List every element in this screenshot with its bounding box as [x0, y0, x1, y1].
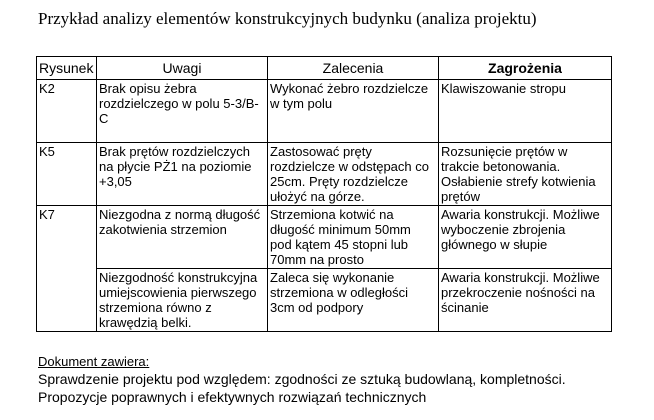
table-header-row [37, 57, 612, 80]
header-uwagi: Uwagi [97, 57, 268, 80]
summary-line: Propozycje poprawnych i efektywnych rozwiązań technicznych [38, 389, 427, 405]
cell-uwagi: Brak opisu żebra rozdzielczego w polu 5-3/B-C [97, 80, 268, 143]
header-zagrozenia: Zagrożenia [439, 57, 612, 80]
table-row [37, 80, 612, 143]
document-title: Przykład analizy elementów konstrukcyjnych budynku (analiza projektu) [38, 9, 537, 28]
header-rysunek: Rysunek [37, 57, 97, 80]
cell-uwagi: Niezgodna z normą długość zakotwienia strzemion [97, 206, 268, 269]
table-row [37, 206, 612, 269]
cell-zalecenia: Zastosować pręty rozdzielcze w odstępach co 25cm. Pręty rozdzielcze ułożyć na górze. [268, 143, 439, 206]
cell-zalecenia: Strzemiona kotwić na długość minimum 50mm pod kątem 45 stopni lub 70mm na prosto [268, 206, 439, 269]
cell-zalecenia: Wykonać żebro rozdzielcze w tym polu [268, 80, 439, 143]
summary-label: Dokument zawiera: [38, 354, 150, 369]
cell-zagrozenia: Awaria konstrukcji. Możliwe wyboczenie zbrojenia głównego w słupie [439, 206, 612, 269]
summary-line: Sprawdzenie projektu pod względem: zgodności ze sztuką budowlaną, kompletności. [38, 371, 566, 387]
cell-zagrozenia: Klawiszowanie stropu [439, 80, 612, 143]
cell-uwagi: Niezgodność konstrukcyjna umiejscowienia pierwszego strzemiona równo z krawędzią belki. [97, 269, 268, 332]
table-row [37, 269, 612, 332]
cell-rysunek: K2 [37, 80, 97, 143]
cell-uwagi: Brak prętów rozdzielczych na płycie PŻ1 na poziomie +3,05 [97, 143, 268, 206]
document-summary [38, 353, 566, 406]
analysis-table [36, 56, 612, 332]
cell-rysunek: K7 [37, 206, 97, 332]
header-zalecenia: Zalecenia [268, 57, 439, 80]
table-row [37, 143, 612, 206]
cell-zagrozenia: Rozsunięcie prętów w trakcie betonowania. Osłabienie strefy kotwienia prętów [439, 143, 612, 206]
cell-rysunek: K5 [37, 143, 97, 206]
cell-zagrozenia: Awaria konstrukcji. Możliwe przekroczenie nośności na ścinanie [439, 269, 612, 332]
cell-zalecenia: Zaleca się wykonanie strzemiona w odległości 3cm od podpory [268, 269, 439, 332]
